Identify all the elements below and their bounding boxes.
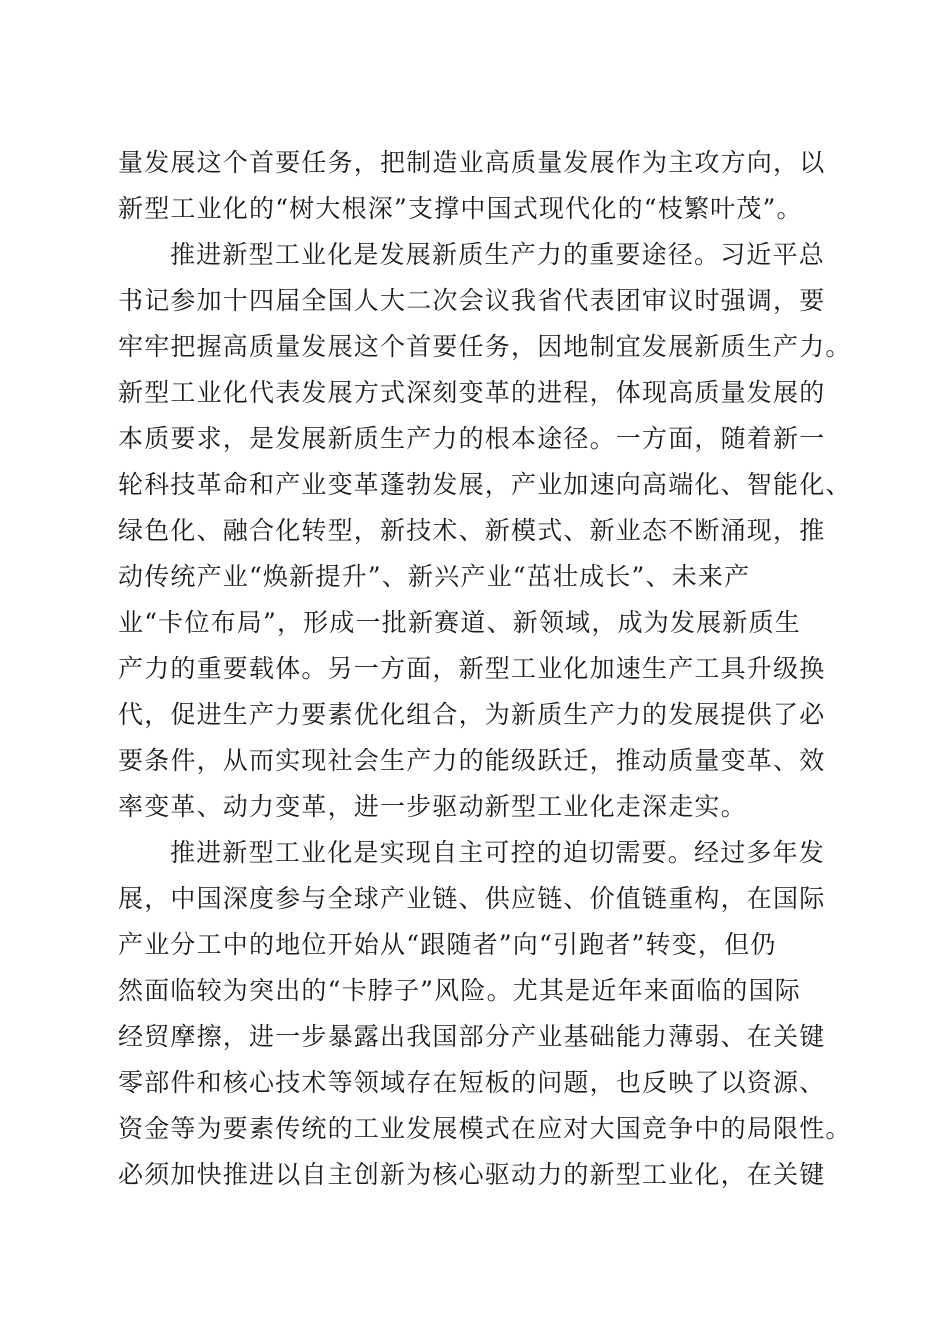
text-line: 资金等为要素传统的工业发展模式在应对大国竞争中的局限性。 (118, 1114, 852, 1143)
text-line: 书记参加十四届全国人大二次会议我省代表团审议时强调，要 (118, 286, 826, 315)
paragraph-start-line: 推进新型工业化是发展新质生产力的重要途径。习近平总 (170, 240, 826, 269)
text-line: 要条件，从而实现社会生产力的能级跃迁，推动质量变革、效 (118, 746, 826, 775)
text-line: 经贸摩擦，进一步暴露出我国部分产业基础能力薄弱、在关键 (118, 1022, 826, 1051)
text-line: 展，中国深度参与全球产业链、供应链、价值链重构，在国际 (118, 884, 826, 913)
body-text (118, 140, 852, 1198)
text-line: 量发展这个首要任务，把制造业高质量发展作为主攻方向，以 (118, 148, 826, 177)
text-line: 代，促进生产力要素优化组合，为新质生产力的发展提供了必 (118, 700, 826, 729)
text-line: 率变革、动力变革，进一步驱动新型工业化走深走实。 (118, 792, 747, 821)
text-line: 绿色化、融合化转型，新技术、新模式、新业态不断涌现，推 (118, 516, 826, 545)
text-line: 零部件和核心技术等领域存在短板的问题，也反映了以资源、 (118, 1068, 826, 1097)
text-line: 新型工业化代表发展方式深刻变革的进程，体现高质量发展的 (118, 378, 826, 407)
text-line: 轮科技革命和产业变革蓬勃发展，产业加速向高端化、智能化、 (118, 470, 852, 499)
text-line: 动传统产业“焕新提升”、新兴产业“茁壮成长”、未来产 (118, 562, 751, 591)
text-line: 产力的重要载体。另一方面，新型工业化加速生产工具升级换 (118, 654, 826, 683)
paragraph-start-line: 推进新型工业化是实现自主可控的迫切需要。经过多年发 (170, 838, 826, 867)
text-line: 本质要求，是发展新质生产力的根本途径。一方面，随着新一 (118, 424, 826, 453)
text-line: 然面临较为突出的“卡脖子”风险。尤其是近年来面临的国际 (118, 976, 801, 1005)
text-line: 新型工业化的“树大根深”支撑中国式现代化的“枝繁叶茂”。 (118, 194, 803, 223)
text-line: 必须加快推进以自主创新为核心驱动力的新型工业化，在关键 (118, 1160, 826, 1189)
text-line: 业“卡位布局”，形成一批新赛道、新领域，成为发展新质生 (118, 608, 801, 637)
text-line: 牢牢把握高质量发展这个首要任务，因地制宜发展新质生产力。 (118, 332, 852, 361)
text-line: 产业分工中的地位开始从“跟随者”向“引跑者”转变，但仍 (118, 930, 777, 959)
